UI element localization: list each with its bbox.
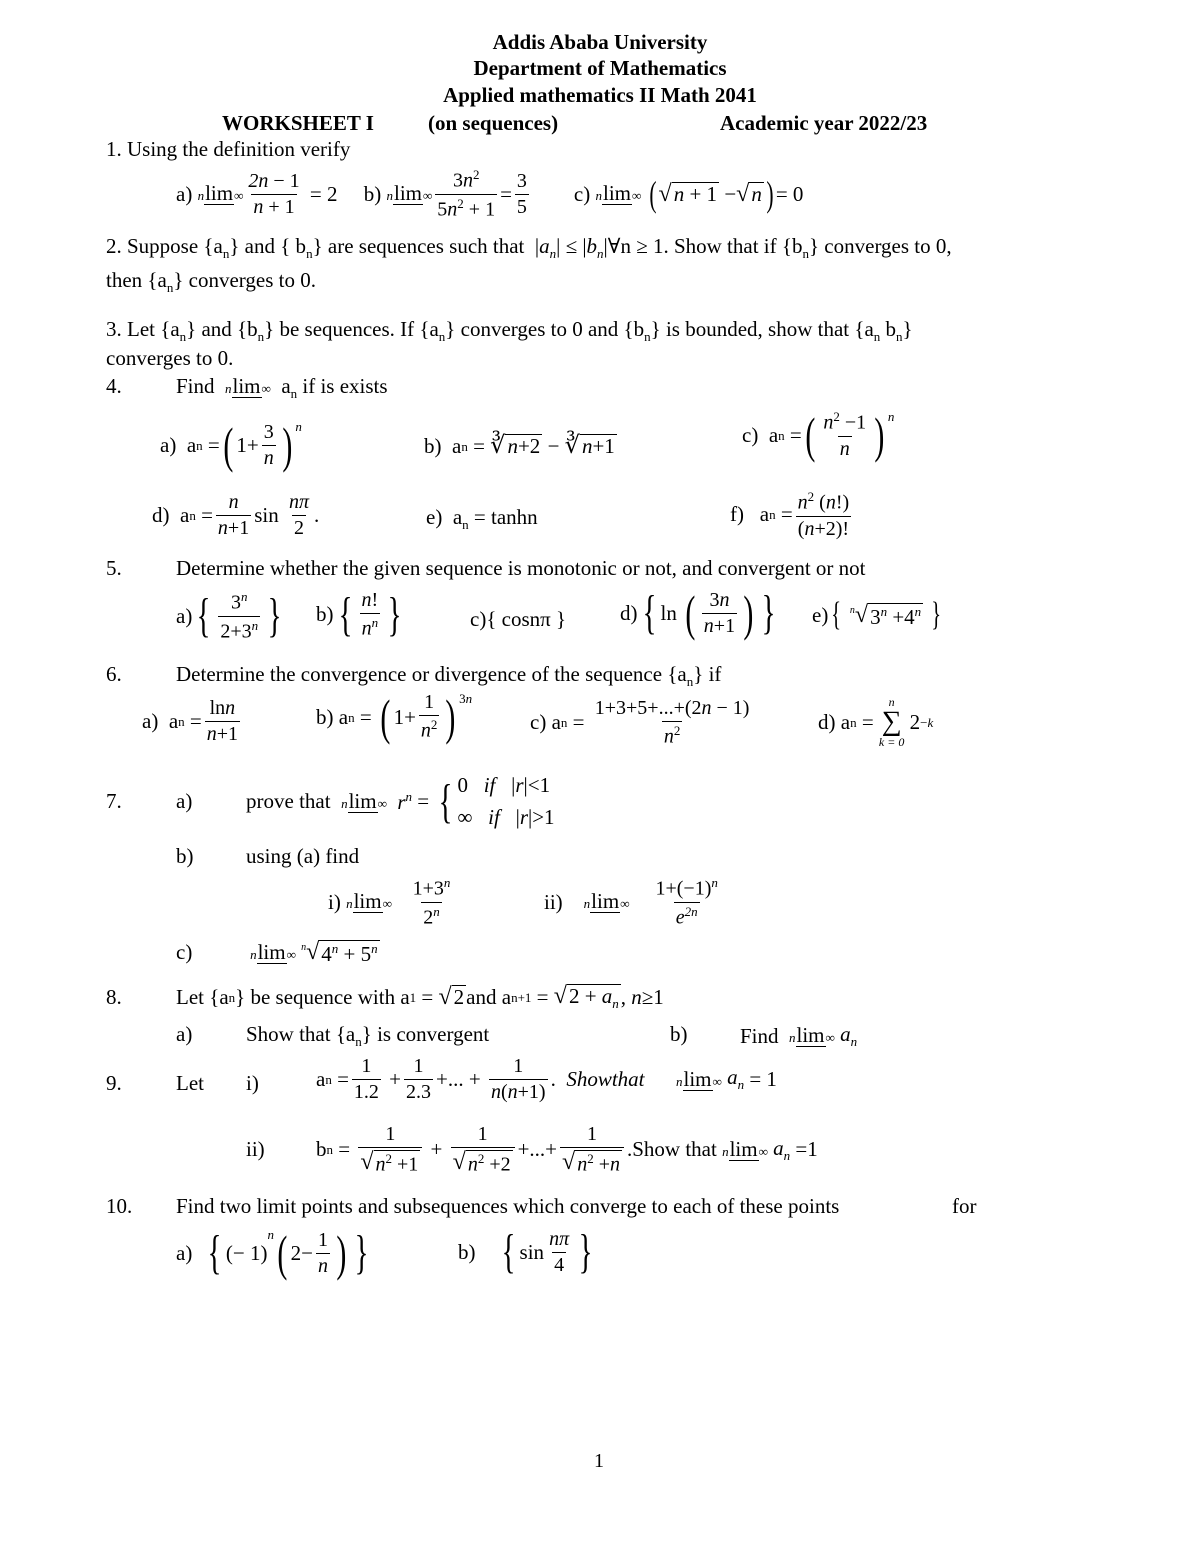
q7-b-text: using (a) find [246, 844, 360, 868]
q10-number: 10. [106, 1194, 133, 1218]
q8-a-textpart: Show that {a [246, 1022, 356, 1046]
sum-symbol: n ∑ k = 0 [878, 695, 905, 749]
lim-operator: n lim ∞ [789, 1023, 835, 1048]
q8-text: and a [466, 984, 512, 1009]
q5-e: e) { $^n$√ $3^n +4^n$ } [812, 596, 942, 633]
q4-text: a [281, 374, 291, 398]
lim-operator: n lim ∞ [197, 181, 244, 206]
lim-operator: n lim ∞ [225, 374, 271, 398]
q3-text: } [902, 317, 913, 341]
worksheet-topic: (on sequences) [428, 111, 559, 135]
q2-text: ∀n ≥ 1. Show that if {b [607, 234, 803, 258]
q6-stem: Determine the convergence or divergence of the sequence $\{a_n\}$ if [176, 662, 722, 690]
q5-a: a) { $\frac{3^n}{2+3^n}$ } [176, 589, 282, 643]
q2-text: } converges to 0, [808, 234, 952, 258]
q10-for: for [952, 1194, 977, 1218]
q1-formulas: a) n lim ∞ $\frac{2n - 1}{n + 1}$ = 2 b) n lim ∞ $\frac{3n^2}{5n^2 + 1}$ = $\frac{3}{5}$ c) n lim ∞ ( √ n + 1 − √ n ) = 0 [176, 167, 804, 221]
q2-line1: 2. Suppose $\{a_n\}$ and { $b_n$} are sequences such that $|a_n|$ ≤ $|b_n|\forall n \ge 1$. Show that if $\{b_n\}$ converges to 0, [106, 234, 952, 262]
q4-d-label: d) [152, 503, 170, 527]
q7-c-label: c) [176, 940, 193, 964]
q5-d-label: d) [620, 600, 638, 625]
q10-a: a) { (− 1) $^n$ ( 2− $\frac{1}{n}$ ) } [176, 1225, 369, 1281]
q1-c-label: c) [573, 181, 591, 206]
q6-c: c) a n = $\frac{1+3+5+...+(2n - 1)}{n^2}$ [530, 697, 750, 748]
q6-c-label: c) [530, 710, 547, 735]
q1-b-label: b) [363, 181, 382, 206]
q1-a-label: a) [176, 181, 193, 206]
worksheet-title: WORKSHEET I [222, 111, 374, 135]
q4-a: a) a n = ( 1+ $\frac{3}{n}$ ) $^n$ [160, 417, 302, 473]
q4-a-label: a) [160, 432, 177, 457]
q2-text: 2. Suppose {a [106, 234, 223, 258]
q5-c: c){ cosnπ } [470, 607, 567, 631]
q9-ii-formula: b n = 1 √ $n^2 +1$ + 1 √ $n^2 +2$ +...+ 1 √ $n^2 +n$ . Show that n lim ∞ $a_n$ =1 [316, 1123, 818, 1176]
lim-operator: n lim ∞ [341, 788, 387, 813]
q4-c-label: c) [742, 422, 759, 447]
lim-operator: n lim ∞ [722, 1136, 768, 1161]
page-number: 1 [594, 1450, 604, 1472]
q4-stem: Find n lim ∞ $a_n$ if is exists [176, 374, 388, 402]
university-name: Addis Ababa University [492, 30, 708, 54]
q1-stem: 1. Using the definition verify [106, 137, 351, 161]
lim-operator: n lim ∞ [595, 181, 642, 206]
q9-ii-label: ii) [246, 1137, 265, 1161]
q4-text: if is exists [297, 374, 388, 398]
q9-show-text: Showthat [566, 1067, 645, 1091]
q8-b-textpart: Find [740, 1023, 779, 1048]
q3-text: } converges to 0 and {b [445, 317, 645, 341]
q5-e-label: e) [812, 602, 829, 627]
q8-a-textpart: } is convergent [361, 1022, 490, 1046]
q2-text: } are sequences such that [312, 234, 525, 258]
q2-line2: then $\{a_n\}$ converges to 0. [106, 268, 316, 296]
q3-text: } be sequences. If {a [264, 317, 439, 341]
q7-i-label: i) [328, 889, 341, 914]
q8-stem: Let {a n } be sequence with a 1 = √ 2 and a n+1 = √ $2 + a_n$ , n ≥1 [176, 983, 664, 1012]
q7-b-i: i) n lim ∞ $\frac{1+3^n}{2^n}$ [328, 875, 451, 929]
q8-b-label: b) [670, 1022, 688, 1046]
q7-a-text: prove that [246, 789, 331, 813]
q10-b-label: b) [458, 1239, 476, 1264]
q4-text: Find [176, 374, 215, 398]
q6-d-label: d) [818, 709, 836, 734]
q5-b-label: b) [316, 602, 334, 627]
q6-d: d) a n = n ∑ k = 0 2 −k [818, 695, 934, 749]
q4-b-label: b) [424, 433, 442, 458]
q6-text: Determine the convergence or divergence of the sequence {a [176, 662, 687, 686]
q3-text: } is bounded, show that {a [650, 317, 874, 341]
q6-a: a) a n = $\frac{\ln n}{n+1}$ [142, 697, 239, 745]
q3-text: 3. Let {a [106, 317, 180, 341]
q5-number: 5. [106, 556, 122, 580]
q3-line2: converges to 0. [106, 346, 234, 370]
q5-d: d) { ln ( $\frac{3n}{n+1}$ ) } [620, 585, 776, 641]
q4-number: 4. [106, 374, 122, 398]
q4-f: f) a n = $\frac{n^2 (n!)}{(n+2)!}$ [730, 489, 850, 540]
lim-operator: n lim ∞ [583, 889, 630, 914]
q6-a-label: a) [142, 709, 159, 733]
q6-number: 6. [106, 662, 122, 686]
q4-e-label: e) [426, 505, 443, 529]
q8-a-text: Show that $\{a_n\}$ is convergent [246, 1022, 490, 1050]
q9-let: Let [176, 1071, 204, 1095]
q7-b-ii: ii) n lim ∞ $\frac{1+(-1)^n}{e^{2n}}$ [544, 875, 718, 929]
q2-text: then {a [106, 268, 167, 292]
q7-a-label: a) [176, 789, 193, 813]
course-title: Applied mathematics II Math 2041 [443, 83, 757, 107]
q10-b: b) { sin $\frac{n\pi}{4}$ } [458, 1225, 593, 1278]
q8-text: Let {a [176, 984, 229, 1009]
lim-operator: n lim ∞ [386, 181, 433, 206]
q3-text: } and {b [186, 317, 258, 341]
q9-i-label: i) [246, 1071, 259, 1095]
q1-b-result: $\frac{3}{5}$ [516, 169, 527, 218]
q5-a-label: a) [176, 603, 193, 628]
q4-d: d) a n = $\frac{n}{n+1}$ sin $\frac{n\pi}{2}$ . [152, 491, 320, 539]
q8-number: 8. [106, 985, 122, 1009]
q2-text: } and { b [229, 234, 307, 258]
q1-a-fraction: $\frac{2n - 1}{n + 1}$ [248, 169, 300, 218]
q5-stem: Determine whether the given sequence is monotonic or not, and convergent or not [176, 556, 866, 580]
q4-e-expr: tanhn [491, 505, 538, 529]
q3-line1: 3. Let $\{a_n\}$ and $\{b_n\}$ be sequences. If $\{a_n\}$ converges to 0 and $\{b_n\}$ is bounded, show that {$a_n$ $b_n$} [106, 317, 913, 345]
q8-text: } be sequence with a [235, 984, 410, 1009]
q4-e: e) $a_n = \tanh n$ [426, 505, 538, 533]
academic-year: Academic year 2022/23 [720, 111, 928, 135]
q10-a-label: a) [176, 1240, 193, 1265]
department-name: Department of Mathematics [473, 56, 727, 80]
q6-b-label: b) [316, 704, 334, 729]
lim-operator: n lim ∞ [676, 1066, 722, 1091]
q8-text: , [620, 984, 627, 1009]
q9-number: 9. [106, 1071, 122, 1095]
q2-text: } converges to 0. [173, 268, 316, 292]
sqrt: √ n + 1 [658, 181, 718, 208]
q3-text: b [880, 317, 897, 341]
q7-ii-label: ii) [544, 889, 563, 914]
q7-c: c) n lim ∞ $^n$√ $4^n + 5^n$ [176, 939, 378, 966]
q9-i-formula: a n = $\frac{1}{1.2}$ + $\frac{1}{2.3}$ +... + $\frac{1}{n(n+1)}$ . Showthat n lim ∞ $a_n$ = 1 [316, 1055, 777, 1103]
q4-f-label: f) [730, 502, 744, 527]
q9-show-text: Show that [632, 1137, 717, 1162]
q10-stem: Find two limit points and subsequences which converge to each of these points [176, 1194, 840, 1218]
q5-b: b) { $\frac{n!}{n^n}$ } [316, 587, 402, 641]
q4-b: b) a n = ∛ n+2 − ∛ n+1 [424, 433, 615, 459]
q7-a-formula: prove that n lim ∞ $r^n$ = { 0 if |r|<1 ∞ if |r|>1 [246, 773, 555, 829]
lim-operator: n lim ∞ [250, 939, 296, 964]
q8-b-text: Find n lim ∞ $a_n$ [740, 1022, 858, 1050]
q6-b: b) a n = ( 1+ $\frac{1}{n^2}$ ) $^{3n}$ [316, 689, 473, 745]
q7-b-label: b) [176, 844, 194, 868]
q1-b-fraction: $\frac{3n^2}{5n^2 + 1}$ [437, 167, 496, 221]
lim-operator: n lim ∞ [346, 889, 392, 914]
q4-c: c) a n = ( $\frac{n^2 -1}{n}$ ) $^n$ [742, 407, 895, 463]
sqrt: √ n [736, 181, 762, 208]
q8-a-label: a) [176, 1022, 193, 1046]
q6-text: } if [693, 662, 722, 686]
q7-number: 7. [106, 789, 122, 813]
